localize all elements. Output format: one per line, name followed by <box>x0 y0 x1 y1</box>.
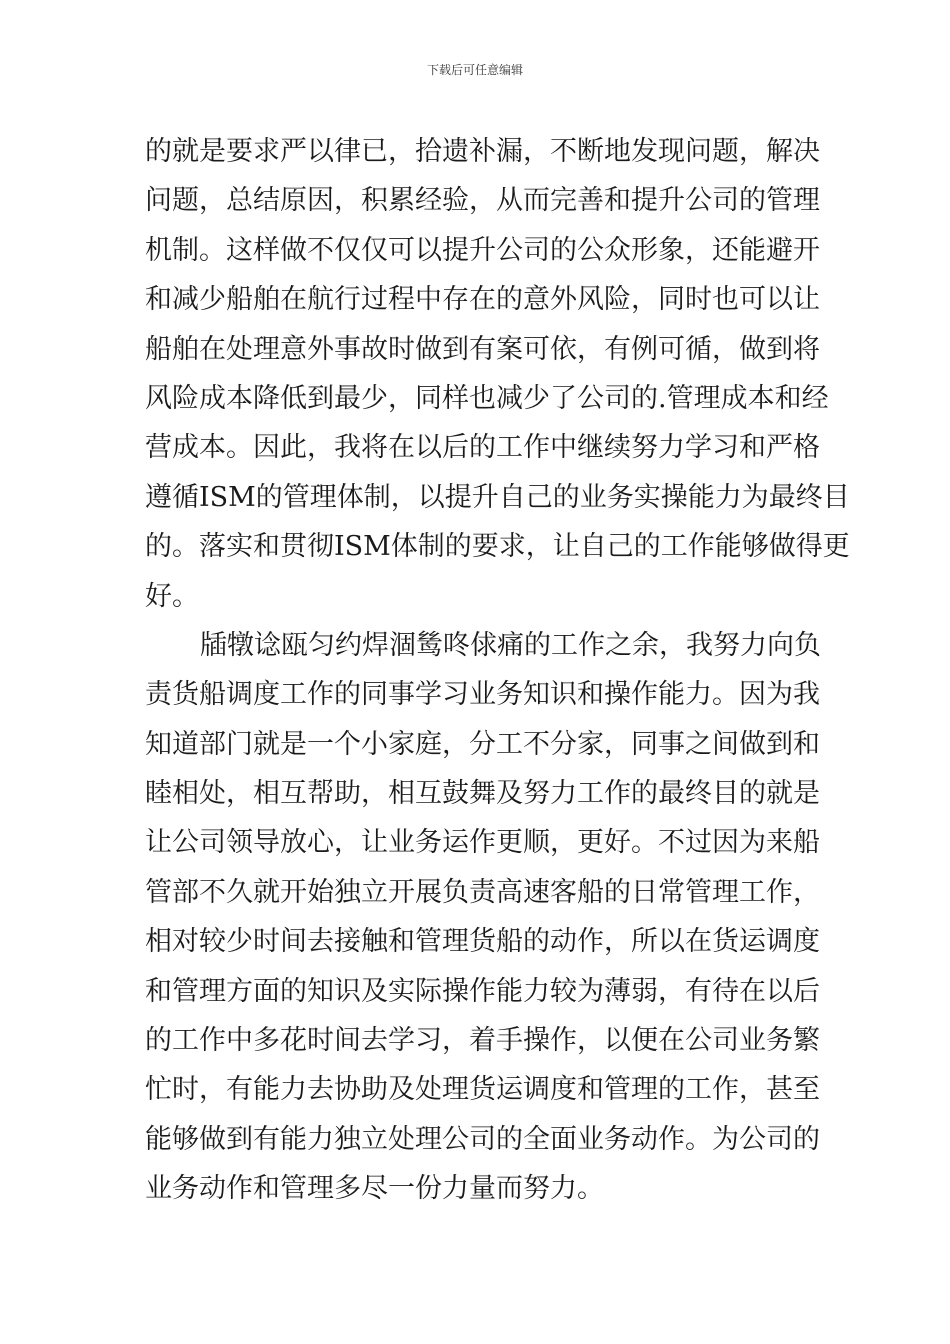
text-line: 责货船调度工作的同事学习业务知识和操作能力。因为我 <box>145 679 820 711</box>
text-line: 的。落实和贯彻ISM体制的要求，让自己的工作能够做得更 <box>145 531 850 563</box>
text-line: 问题，总结原因，积累经验，从而完善和提升公司的管理 <box>145 185 820 217</box>
text-line: 知道部门就是一个小家庭，分工不分家，同事之间做到和 <box>145 728 820 760</box>
text-line: 业务动作和管理多尽一份力量而努力。 <box>145 1173 604 1205</box>
text-line: 和减少船舶在航行过程中存在的意外风险，同时也可以让 <box>145 284 820 316</box>
paragraph-first-line: 牐犜谂瓯匀约焊涸鸶咚俅痛的工作之余，我努力向负 <box>200 629 821 661</box>
document-body <box>145 127 850 1214</box>
text-line: 营成本。因此，我将在以后的工作中继续努力学习和严格 <box>145 432 820 464</box>
text-line: 睦相处，相互帮助，相互鼓舞及努力工作的最终目的就是 <box>145 778 820 810</box>
page-header: 下载后可任意编辑 <box>426 63 523 77</box>
text-line: 船舶在处理意外事故时做到有案可依，有例可循，做到将 <box>145 333 820 365</box>
text-line: 的工作中多花时间去学习，着手操作，以便在公司业务繁 <box>145 1025 820 1057</box>
text-line: 风险成本降低到最少，同样也减少了公司的.管理成本和经 <box>145 382 829 414</box>
text-line: 忙时，有能力去协助及处理货运调度和管理的工作，甚至 <box>145 1074 820 1106</box>
text-line: 的就是要求严以律已，拾遗补漏，不断地发现问题，解决 <box>145 136 820 167</box>
text-line: 和管理方面的知识及实际操作能力较为薄弱，有待在以后 <box>145 975 820 1007</box>
text-line: 能够做到有能力独立处理公司的全面业务动作。为公司的 <box>145 1123 820 1155</box>
text-line: 好。 <box>145 580 199 612</box>
text-line: 管部不久就开始独立开展负责高速客船的日常管理工作， <box>145 876 820 908</box>
text-line: 相对较少时间去接触和管理货船的动作，所以在货运调度 <box>145 926 820 958</box>
text-line: 机制。这样做不仅仅可以提升公司的公众形象，还能避开 <box>145 234 820 266</box>
text-line: 遵循ISM的管理体制，以提升自己的业务实操能力为最终目 <box>145 481 850 513</box>
text-line: 让公司领导放心，让业务运作更顺，更好。不过因为来船 <box>145 827 820 859</box>
